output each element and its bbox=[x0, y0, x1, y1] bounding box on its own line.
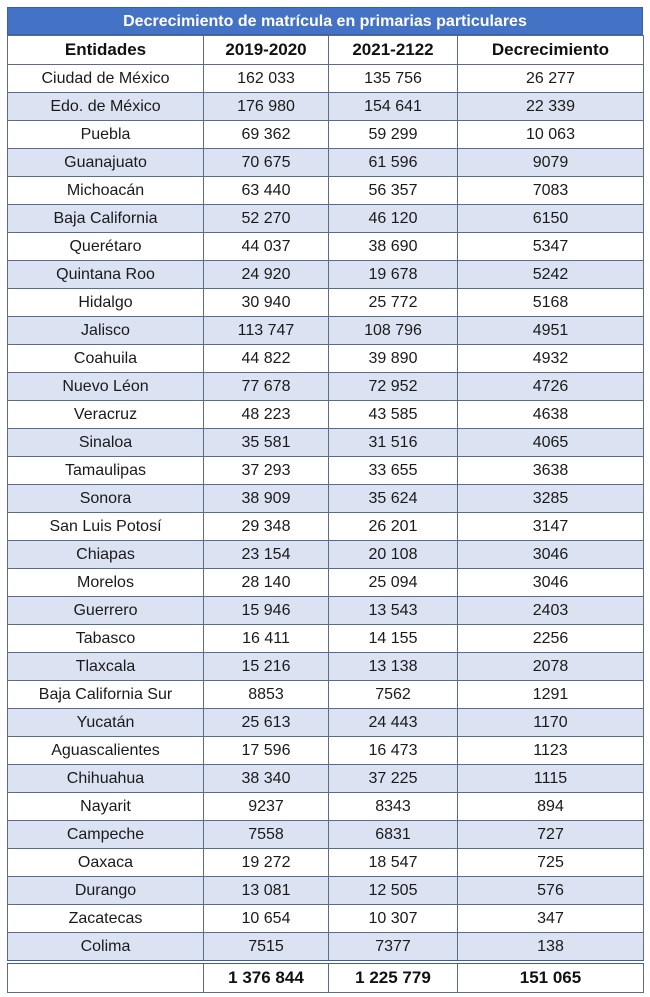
cell-decrecimiento: 5347 bbox=[458, 233, 644, 261]
cell-2021-2122: 24 443 bbox=[329, 709, 458, 737]
table-row bbox=[8, 317, 644, 345]
cell-entidad: Hidalgo bbox=[8, 289, 204, 317]
cell-2019-2020: 38 340 bbox=[204, 765, 329, 793]
cell-decrecimiento: 2078 bbox=[458, 653, 644, 681]
cell-2019-2020: 9237 bbox=[204, 793, 329, 821]
cell-2021-2122: 16 473 bbox=[329, 737, 458, 765]
cell-2021-2122: 33 655 bbox=[329, 457, 458, 485]
cell-entidad: Colima bbox=[8, 933, 204, 963]
cell-2021-2122: 154 641 bbox=[329, 93, 458, 121]
cell-2019-2020: 10 654 bbox=[204, 905, 329, 933]
table-row bbox=[8, 205, 644, 233]
cell-decrecimiento: 1291 bbox=[458, 681, 644, 709]
cell-2021-2122: 26 201 bbox=[329, 513, 458, 541]
cell-entidad: Michoacán bbox=[8, 177, 204, 205]
cell-entidad: Jalisco bbox=[8, 317, 204, 345]
cell-2021-2122: 6831 bbox=[329, 821, 458, 849]
cell-decrecimiento: 4932 bbox=[458, 345, 644, 373]
table-title: Decrecimiento de matrícula en primarias particulares bbox=[7, 7, 643, 35]
cell-2019-2020: 70 675 bbox=[204, 149, 329, 177]
total-2019-2020: 1 376 844 bbox=[204, 962, 329, 993]
table-row bbox=[8, 373, 644, 401]
cell-2019-2020: 30 940 bbox=[204, 289, 329, 317]
cell-2019-2020: 162 033 bbox=[204, 65, 329, 93]
cell-2021-2122: 7562 bbox=[329, 681, 458, 709]
cell-decrecimiento: 3147 bbox=[458, 513, 644, 541]
table-row bbox=[8, 121, 644, 149]
cell-decrecimiento: 4638 bbox=[458, 401, 644, 429]
cell-entidad: Aguascalientes bbox=[8, 737, 204, 765]
cell-2019-2020: 52 270 bbox=[204, 205, 329, 233]
cell-2021-2122: 39 890 bbox=[329, 345, 458, 373]
cell-2019-2020: 16 411 bbox=[204, 625, 329, 653]
header-entidades: Entidades bbox=[8, 36, 204, 65]
cell-entidad: Coahuila bbox=[8, 345, 204, 373]
cell-2021-2122: 35 624 bbox=[329, 485, 458, 513]
cell-entidad: Querétaro bbox=[8, 233, 204, 261]
cell-2019-2020: 37 293 bbox=[204, 457, 329, 485]
cell-2019-2020: 13 081 bbox=[204, 877, 329, 905]
table-row bbox=[8, 821, 644, 849]
table-row bbox=[8, 625, 644, 653]
cell-decrecimiento: 1170 bbox=[458, 709, 644, 737]
cell-2021-2122: 135 756 bbox=[329, 65, 458, 93]
cell-decrecimiento: 6150 bbox=[458, 205, 644, 233]
cell-decrecimiento: 10 063 bbox=[458, 121, 644, 149]
table-row bbox=[8, 457, 644, 485]
cell-2021-2122: 37 225 bbox=[329, 765, 458, 793]
cell-2019-2020: 8853 bbox=[204, 681, 329, 709]
cell-entidad: Morelos bbox=[8, 569, 204, 597]
cell-decrecimiento: 725 bbox=[458, 849, 644, 877]
cell-entidad: Baja California bbox=[8, 205, 204, 233]
table-row bbox=[8, 681, 644, 709]
cell-2021-2122: 108 796 bbox=[329, 317, 458, 345]
cell-2021-2122: 46 120 bbox=[329, 205, 458, 233]
cell-2021-2122: 56 357 bbox=[329, 177, 458, 205]
cell-2021-2122: 72 952 bbox=[329, 373, 458, 401]
cell-2019-2020: 25 613 bbox=[204, 709, 329, 737]
cell-entidad: Tamaulipas bbox=[8, 457, 204, 485]
cell-2021-2122: 31 516 bbox=[329, 429, 458, 457]
cell-entidad: Durango bbox=[8, 877, 204, 905]
table-row bbox=[8, 93, 644, 121]
table-row bbox=[8, 765, 644, 793]
cell-entidad: Chiapas bbox=[8, 541, 204, 569]
cell-2019-2020: 38 909 bbox=[204, 485, 329, 513]
cell-2019-2020: 19 272 bbox=[204, 849, 329, 877]
cell-entidad: Sonora bbox=[8, 485, 204, 513]
cell-entidad: Quintana Roo bbox=[8, 261, 204, 289]
cell-2019-2020: 7558 bbox=[204, 821, 329, 849]
cell-2021-2122: 38 690 bbox=[329, 233, 458, 261]
table-row bbox=[8, 569, 644, 597]
table-row bbox=[8, 429, 644, 457]
cell-2019-2020: 28 140 bbox=[204, 569, 329, 597]
cell-entidad: Guanajuato bbox=[8, 149, 204, 177]
total-decrecimiento: 151 065 bbox=[458, 962, 644, 993]
cell-2021-2122: 13 138 bbox=[329, 653, 458, 681]
cell-decrecimiento: 347 bbox=[458, 905, 644, 933]
cell-entidad: Zacatecas bbox=[8, 905, 204, 933]
cell-entidad: Chihuahua bbox=[8, 765, 204, 793]
cell-entidad: Edo. de México bbox=[8, 93, 204, 121]
header-row bbox=[8, 36, 644, 65]
cell-2021-2122: 14 155 bbox=[329, 625, 458, 653]
cell-decrecimiento: 3285 bbox=[458, 485, 644, 513]
cell-2019-2020: 17 596 bbox=[204, 737, 329, 765]
cell-2019-2020: 7515 bbox=[204, 933, 329, 963]
cell-2019-2020: 24 920 bbox=[204, 261, 329, 289]
cell-2019-2020: 63 440 bbox=[204, 177, 329, 205]
cell-2021-2122: 8343 bbox=[329, 793, 458, 821]
cell-2019-2020: 29 348 bbox=[204, 513, 329, 541]
cell-decrecimiento: 2256 bbox=[458, 625, 644, 653]
header-2019-2020: 2019-2020 bbox=[204, 36, 329, 65]
table-row bbox=[8, 485, 644, 513]
table-row bbox=[8, 541, 644, 569]
cell-2021-2122: 13 543 bbox=[329, 597, 458, 625]
table-row bbox=[8, 177, 644, 205]
table-row bbox=[8, 849, 644, 877]
cell-2019-2020: 44 822 bbox=[204, 345, 329, 373]
header-2021-2122: 2021-2122 bbox=[329, 36, 458, 65]
cell-decrecimiento: 1115 bbox=[458, 765, 644, 793]
cell-entidad: Veracruz bbox=[8, 401, 204, 429]
cell-entidad: Baja California Sur bbox=[8, 681, 204, 709]
cell-decrecimiento: 26 277 bbox=[458, 65, 644, 93]
cell-2019-2020: 176 980 bbox=[204, 93, 329, 121]
cell-entidad: Nayarit bbox=[8, 793, 204, 821]
cell-2021-2122: 10 307 bbox=[329, 905, 458, 933]
totals-row bbox=[8, 962, 644, 993]
cell-entidad: San Luis Potosí bbox=[8, 513, 204, 541]
cell-decrecimiento: 5242 bbox=[458, 261, 644, 289]
cell-entidad: Nuevo Léon bbox=[8, 373, 204, 401]
cell-2021-2122: 61 596 bbox=[329, 149, 458, 177]
total-label bbox=[8, 962, 204, 993]
table-row bbox=[8, 877, 644, 905]
cell-decrecimiento: 3638 bbox=[458, 457, 644, 485]
header-decrecimiento: Decrecimiento bbox=[458, 36, 644, 65]
cell-2019-2020: 113 747 bbox=[204, 317, 329, 345]
table-row bbox=[8, 345, 644, 373]
cell-2019-2020: 77 678 bbox=[204, 373, 329, 401]
cell-entidad: Puebla bbox=[8, 121, 204, 149]
cell-2021-2122: 7377 bbox=[329, 933, 458, 963]
cell-2019-2020: 15 946 bbox=[204, 597, 329, 625]
cell-entidad: Yucatán bbox=[8, 709, 204, 737]
cell-2019-2020: 69 362 bbox=[204, 121, 329, 149]
cell-2021-2122: 12 505 bbox=[329, 877, 458, 905]
cell-decrecimiento: 1123 bbox=[458, 737, 644, 765]
cell-entidad: Guerrero bbox=[8, 597, 204, 625]
cell-decrecimiento: 5168 bbox=[458, 289, 644, 317]
cell-2021-2122: 19 678 bbox=[329, 261, 458, 289]
cell-decrecimiento: 3046 bbox=[458, 541, 644, 569]
cell-entidad: Tabasco bbox=[8, 625, 204, 653]
cell-2019-2020: 23 154 bbox=[204, 541, 329, 569]
cell-2021-2122: 59 299 bbox=[329, 121, 458, 149]
table-body bbox=[8, 65, 644, 963]
table-row bbox=[8, 653, 644, 681]
cell-decrecimiento: 894 bbox=[458, 793, 644, 821]
cell-decrecimiento: 138 bbox=[458, 933, 644, 963]
cell-entidad: Oaxaca bbox=[8, 849, 204, 877]
cell-2019-2020: 48 223 bbox=[204, 401, 329, 429]
enrollment-table bbox=[7, 35, 644, 993]
cell-entidad: Tlaxcala bbox=[8, 653, 204, 681]
cell-2021-2122: 25 094 bbox=[329, 569, 458, 597]
table-row bbox=[8, 597, 644, 625]
table-row bbox=[8, 709, 644, 737]
cell-decrecimiento: 3046 bbox=[458, 569, 644, 597]
table-row bbox=[8, 905, 644, 933]
cell-2019-2020: 44 037 bbox=[204, 233, 329, 261]
table-row bbox=[8, 261, 644, 289]
total-2021-2122: 1 225 779 bbox=[329, 962, 458, 993]
table-row bbox=[8, 513, 644, 541]
cell-decrecimiento: 4065 bbox=[458, 429, 644, 457]
table-row bbox=[8, 933, 644, 963]
cell-decrecimiento: 4726 bbox=[458, 373, 644, 401]
cell-decrecimiento: 7083 bbox=[458, 177, 644, 205]
cell-2021-2122: 18 547 bbox=[329, 849, 458, 877]
table-row bbox=[8, 149, 644, 177]
cell-entidad: Ciudad de México bbox=[8, 65, 204, 93]
table-row bbox=[8, 233, 644, 261]
cell-entidad: Campeche bbox=[8, 821, 204, 849]
cell-2021-2122: 20 108 bbox=[329, 541, 458, 569]
cell-decrecimiento: 727 bbox=[458, 821, 644, 849]
table-row bbox=[8, 793, 644, 821]
cell-decrecimiento: 576 bbox=[458, 877, 644, 905]
table-row bbox=[8, 289, 644, 317]
cell-2019-2020: 15 216 bbox=[204, 653, 329, 681]
cell-decrecimiento: 4951 bbox=[458, 317, 644, 345]
cell-2021-2122: 43 585 bbox=[329, 401, 458, 429]
cell-2021-2122: 25 772 bbox=[329, 289, 458, 317]
cell-decrecimiento: 2403 bbox=[458, 597, 644, 625]
cell-entidad: Sinaloa bbox=[8, 429, 204, 457]
cell-decrecimiento: 9079 bbox=[458, 149, 644, 177]
table-row bbox=[8, 65, 644, 93]
cell-2019-2020: 35 581 bbox=[204, 429, 329, 457]
table-row bbox=[8, 737, 644, 765]
enrollment-table-container bbox=[7, 7, 643, 993]
table-row bbox=[8, 401, 644, 429]
cell-decrecimiento: 22 339 bbox=[458, 93, 644, 121]
